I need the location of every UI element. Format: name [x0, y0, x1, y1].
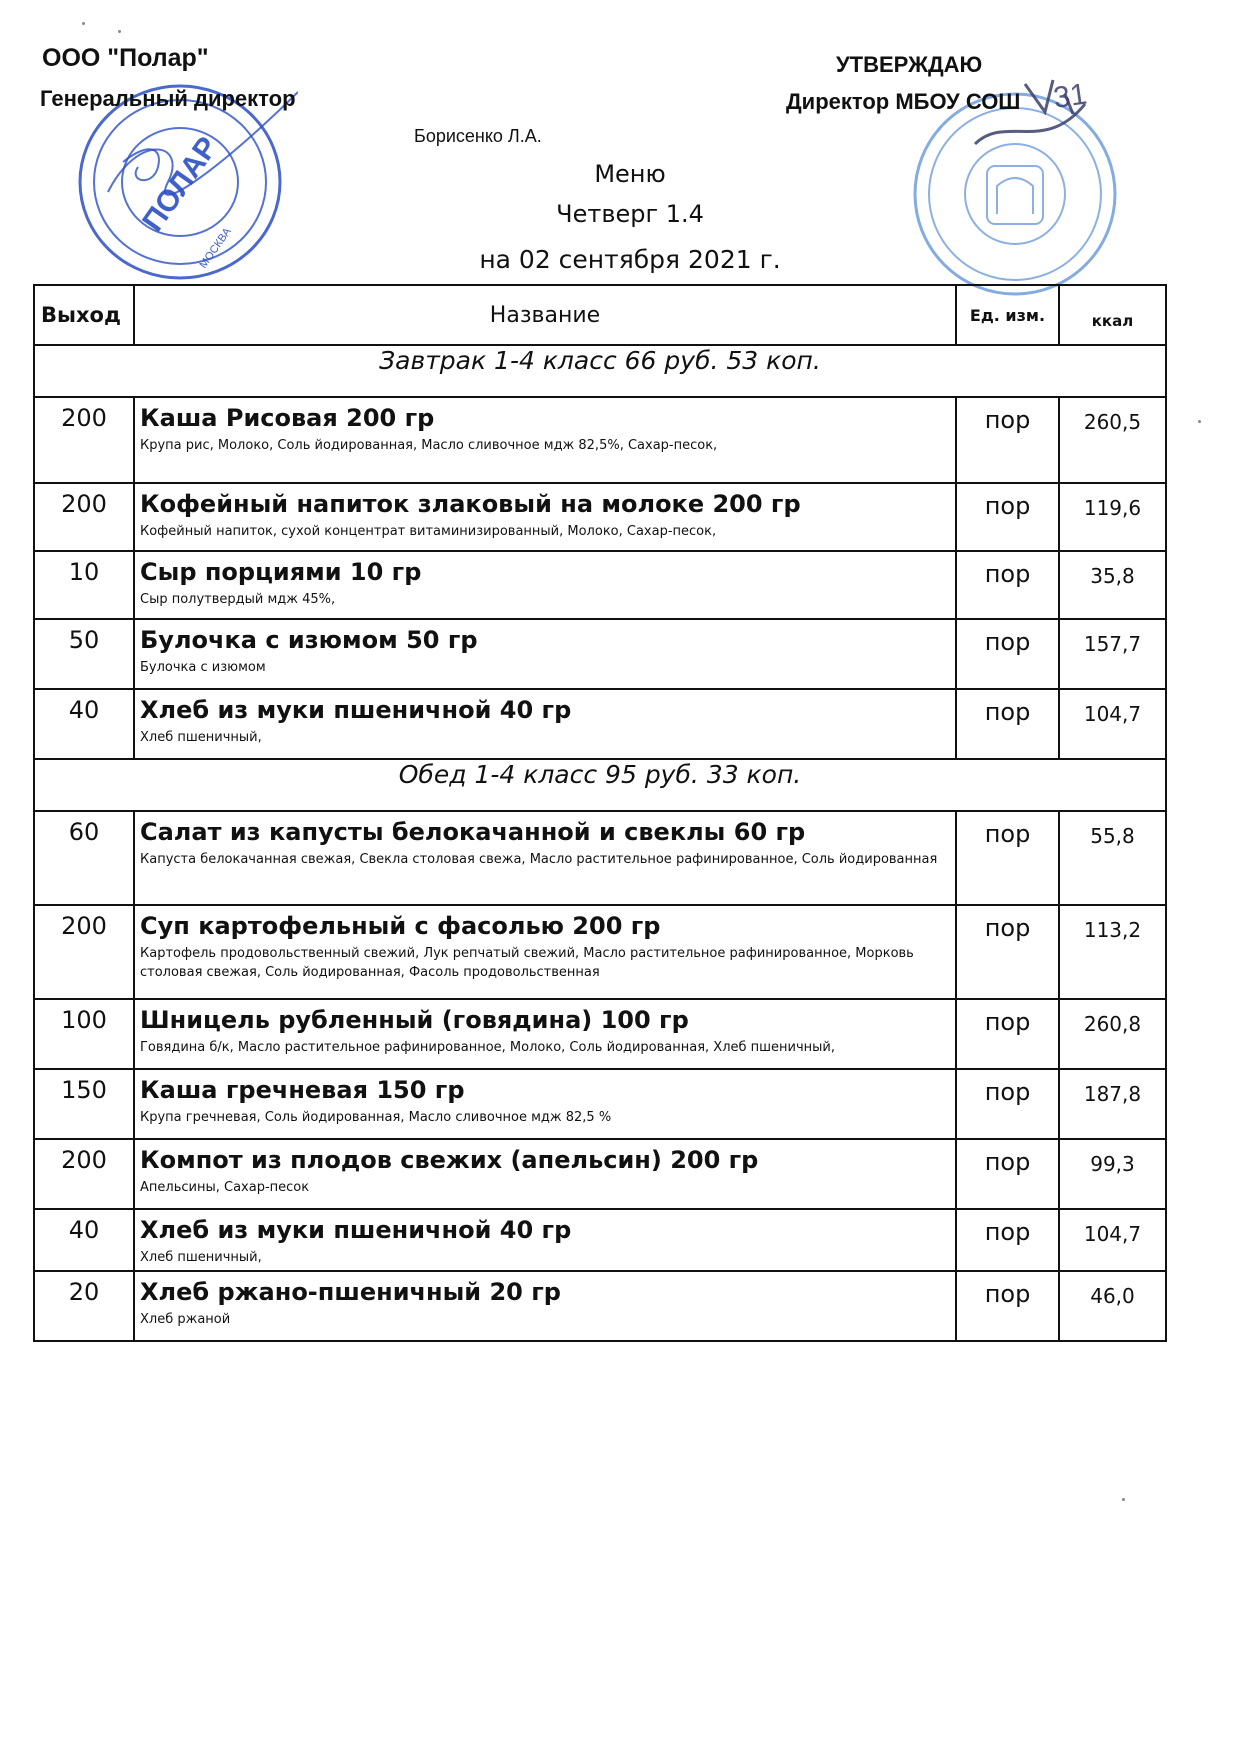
table-row [34, 397, 1166, 483]
kcal-cell: 99,3 [1059, 1139, 1166, 1209]
header-kcal: ккал [1059, 285, 1166, 345]
section-row [34, 345, 1166, 397]
table-row [34, 905, 1166, 999]
kcal-cell: 104,7 [1059, 689, 1166, 759]
dish-ingredients: Апельсины, Сахар-песок [140, 1180, 310, 1195]
dish-name: Каша Рисовая 200 гр [140, 404, 435, 432]
menu-title: Меню [594, 160, 666, 188]
kcal-cell: 104,7 [1059, 1209, 1166, 1271]
dish-ingredients: Хлеб ржаной [140, 1312, 231, 1327]
organization-name: ООО "Полар" [42, 44, 209, 72]
dish-ingredients: Сыр полутвердый мдж 45%, [140, 592, 336, 607]
name-cell [134, 811, 956, 905]
output-cell: 40 [34, 689, 134, 759]
unit-cell: пор [956, 551, 1059, 619]
name-cell [134, 905, 956, 999]
header-name: Название [134, 285, 956, 345]
handwritten-mark: 31 [1051, 77, 1090, 115]
dish-ingredients: Хлеб пшеничный, [140, 1250, 262, 1265]
output-cell: 200 [34, 1139, 134, 1209]
output-cell: 200 [34, 483, 134, 551]
dish-name: Шницель рубленный (говядина) 100 гр [140, 1006, 689, 1034]
dish-ingredients: Крупа гречневая, Соль йодированная, Масло сливочное мдж 82,5 % [140, 1110, 612, 1125]
dish-name: Кофейный напиток злаковый на молоке 200 гр [140, 490, 801, 518]
dish-ingredients: Капуста белокачанная свежая, Свекла столовая свежа, Масло растительное рафинированное, Соль йодированная [140, 852, 938, 867]
menu-table [33, 284, 1167, 1342]
table-header-row [34, 285, 1166, 345]
table-row [34, 1069, 1166, 1139]
stamp-logo-text: ПОЛАР [136, 131, 225, 238]
section-row [34, 759, 1166, 811]
dish-ingredients: Крупа рис, Молоко, Соль йодированная, Масло сливочное мдж 82,5%, Сахар-песок, [140, 438, 718, 453]
output-cell: 200 [34, 905, 134, 999]
table-row [34, 1139, 1166, 1209]
dish-name: Хлеб ржано-пшеничный 20 гр [140, 1278, 561, 1306]
kcal-cell: 113,2 [1059, 905, 1166, 999]
scan-speck [118, 30, 121, 33]
dish-ingredients: Картофель продовольственный свежий, Лук репчатый свежий, Масло растительное рафинированное, Морковь столовая свежая, Соль йодированная, Фасоль продовольственная [140, 946, 914, 980]
section-title: Завтрак 1-4 класс 66 руб. 53 коп. [34, 345, 1166, 397]
dish-name: Суп картофельный с фасолью 200 гр [140, 912, 661, 940]
signer-name: Борисенко Л.А. [414, 126, 542, 146]
name-cell [134, 999, 956, 1069]
dish-ingredients: Говядина б/к, Масло растительное рафинированное, Молоко, Соль йодированная, Хлеб пшеничный, [140, 1040, 836, 1055]
kcal-cell: 55,8 [1059, 811, 1166, 905]
dish-name: Сыр порциями 10 гр [140, 558, 422, 586]
header-unit: Ед. изм. [956, 285, 1059, 345]
kcal-cell: 46,0 [1059, 1271, 1166, 1341]
organization-role: Генеральный директор [40, 86, 296, 111]
name-cell [134, 619, 956, 689]
unit-cell: пор [956, 483, 1059, 551]
kcal-cell: 119,6 [1059, 483, 1166, 551]
unit-cell: пор [956, 1209, 1059, 1271]
scan-speck [1122, 1498, 1125, 1501]
approval-role: Директор МБОУ СОШ [786, 89, 1021, 114]
dish-name: Хлеб из муки пшеничной 40 гр [140, 696, 572, 724]
unit-cell: пор [956, 1069, 1059, 1139]
table-row [34, 551, 1166, 619]
dish-name: Компот из плодов свежих (апельсин) 200 гр [140, 1146, 759, 1174]
section-title: Обед 1-4 класс 95 руб. 33 коп. [34, 759, 1166, 811]
dish-name: Булочка с изюмом 50 гр [140, 626, 478, 654]
name-cell [134, 397, 956, 483]
name-cell [134, 1209, 956, 1271]
kcal-cell: 157,7 [1059, 619, 1166, 689]
name-cell [134, 483, 956, 551]
name-cell [134, 689, 956, 759]
scan-speck [1198, 420, 1201, 423]
table-row [34, 1209, 1166, 1271]
menu-date: на 02 сентября 2021 г. [479, 245, 781, 274]
unit-cell: пор [956, 619, 1059, 689]
kcal-cell: 35,8 [1059, 551, 1166, 619]
menu-day: Четверг 1.4 [556, 200, 704, 228]
dish-ingredients: Кофейный напиток, сухой концентрат витаминизированный, Молоко, Сахар-песок, [140, 524, 717, 539]
output-cell: 20 [34, 1271, 134, 1341]
dish-name: Салат из капусты белокачанной и свеклы 60 гр [140, 818, 806, 846]
table-row [34, 999, 1166, 1069]
table-row [34, 689, 1166, 759]
name-cell [134, 1069, 956, 1139]
output-cell: 60 [34, 811, 134, 905]
name-cell [134, 1271, 956, 1341]
name-cell [134, 551, 956, 619]
kcal-cell: 187,8 [1059, 1069, 1166, 1139]
unit-cell: пор [956, 1139, 1059, 1209]
unit-cell: пор [956, 1271, 1059, 1341]
output-cell: 10 [34, 551, 134, 619]
unit-cell: пор [956, 999, 1059, 1069]
unit-cell: пор [956, 811, 1059, 905]
name-cell [134, 1139, 956, 1209]
unit-cell: пор [956, 689, 1059, 759]
kcal-cell: 260,5 [1059, 397, 1166, 483]
output-cell: 40 [34, 1209, 134, 1271]
table-row [34, 811, 1166, 905]
output-cell: 150 [34, 1069, 134, 1139]
approval-label: УТВЕРЖДАЮ [836, 52, 983, 77]
output-cell: 50 [34, 619, 134, 689]
output-cell: 100 [34, 999, 134, 1069]
dish-ingredients: Булочка с изюмом [140, 660, 266, 675]
kcal-cell: 260,8 [1059, 999, 1166, 1069]
menu-body [34, 345, 1166, 1341]
unit-cell: пор [956, 397, 1059, 483]
header-output: Выход [34, 285, 134, 345]
dish-ingredients: Хлеб пшеничный, [140, 730, 262, 745]
dish-name: Каша гречневая 150 гр [140, 1076, 465, 1104]
scan-speck [82, 22, 85, 25]
output-cell: 200 [34, 397, 134, 483]
unit-cell: пор [956, 905, 1059, 999]
table-row [34, 619, 1166, 689]
table-row [34, 483, 1166, 551]
dish-name: Хлеб из муки пшеничной 40 гр [140, 1216, 572, 1244]
table-row [34, 1271, 1166, 1341]
svg-text:МОСКВА: МОСКВА [197, 225, 234, 271]
